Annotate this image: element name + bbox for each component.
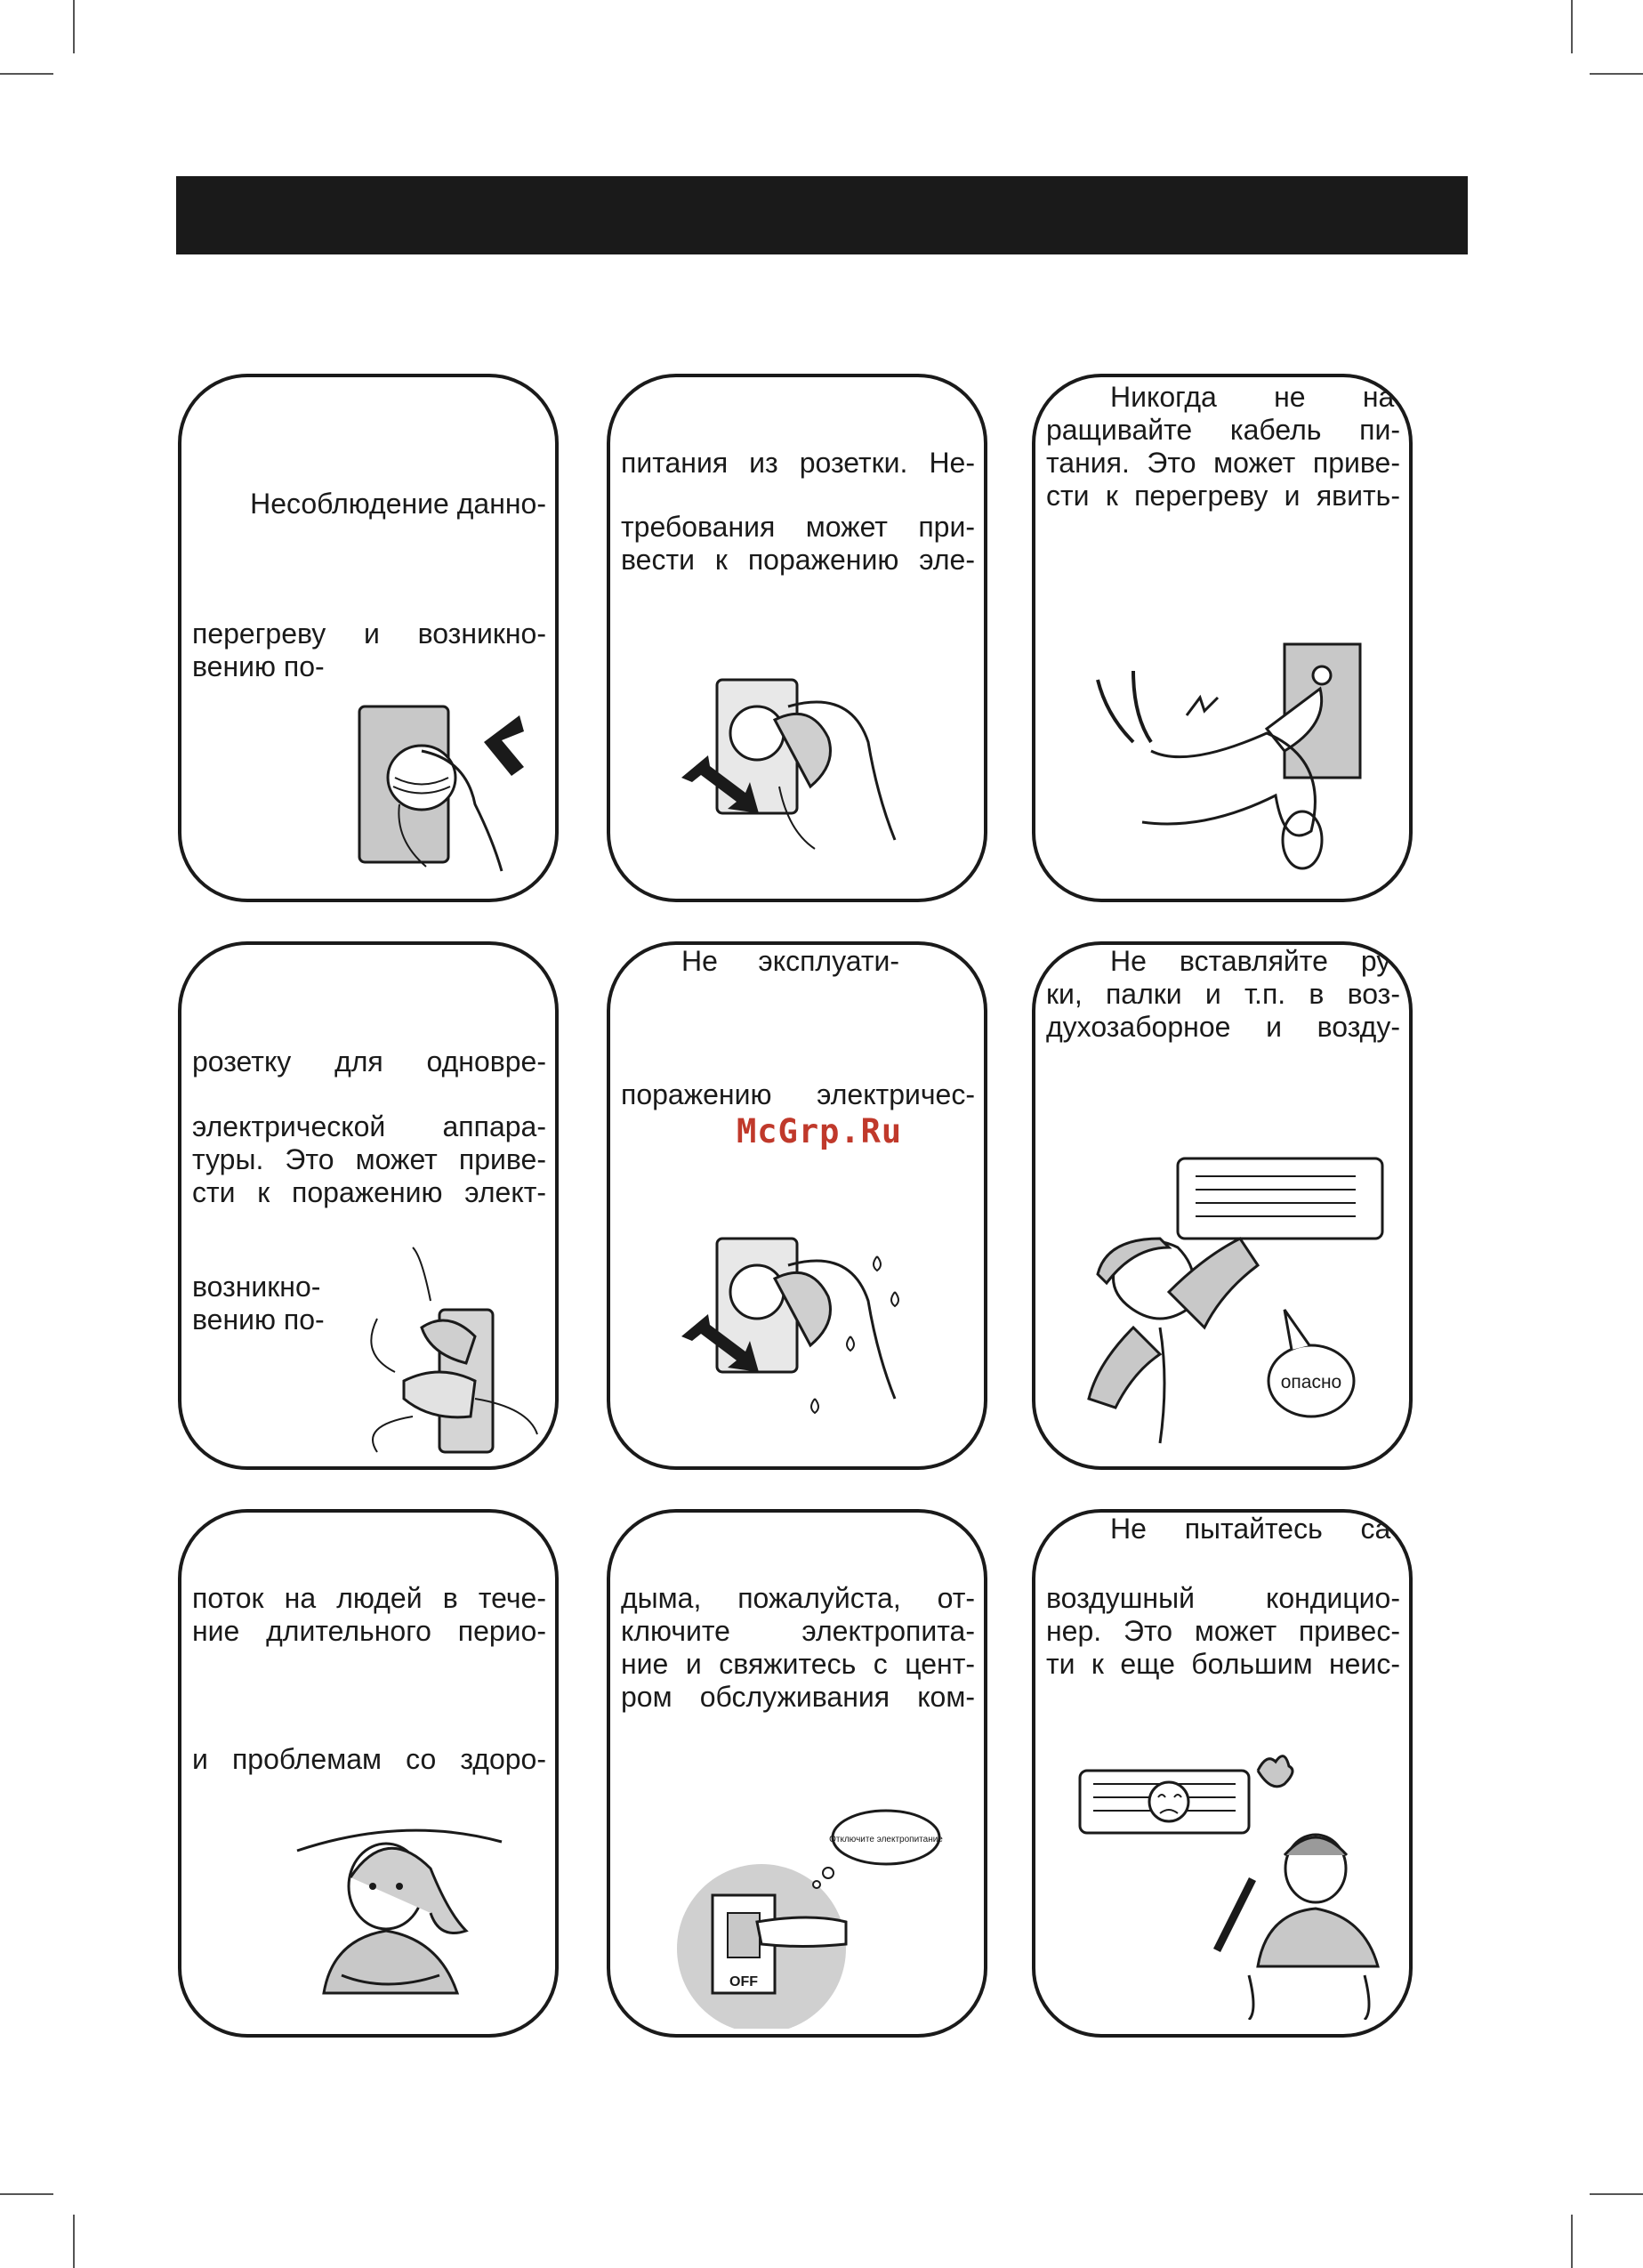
card-text-line: тания. Это может приве-: [1046, 447, 1400, 479]
card-text-line: Не вставляйте ру-: [1110, 945, 1400, 977]
crop-mark: [0, 73, 53, 75]
card-text-line: электрической аппара-: [192, 1110, 546, 1142]
air-conditioner-hand-illustration: [1071, 1150, 1391, 1452]
card-text-line: Никогда не на-: [1110, 381, 1404, 413]
card-text-line: духозаборное и возду-: [1046, 1011, 1400, 1043]
card-text-line: ключите электропита-: [621, 1615, 975, 1647]
power-off-switch-illustration: [664, 1797, 948, 2029]
crop-mark: [1590, 2193, 1643, 2195]
crop-mark: [73, 2215, 75, 2268]
watermark: McGrp.Ru: [737, 1112, 903, 1150]
header-banner: [176, 176, 1468, 254]
warning-card-3: [1032, 374, 1413, 902]
card-text-line: ром обслуживания ком-: [621, 1681, 975, 1713]
warning-card-2: [607, 374, 987, 902]
card-text-line: перегреву и возникно-: [192, 617, 546, 650]
warning-card-9: [1032, 1509, 1413, 2038]
overloaded-socket-illustration: [368, 1239, 546, 1461]
plug-in-socket-illustration: [333, 680, 546, 884]
card-text-line: Не эксплуати-: [681, 945, 899, 977]
card-text-line: ращивайте кабель пи-: [1046, 414, 1400, 446]
card-text-line: воздушный кондицио-: [1046, 1582, 1400, 1614]
card-text-line: ние и свяжитесь с цент-: [621, 1648, 975, 1680]
danger-bubble-text: опасно: [1280, 1372, 1342, 1392]
off-switch-label: OFF: [729, 1974, 758, 1990]
crop-mark: [1571, 2215, 1573, 2268]
card-text-line: нер. Это может привес-: [1046, 1615, 1400, 1647]
card-text-line: вению по-: [192, 650, 325, 682]
warning-card-5: [607, 941, 987, 1470]
card-text-line: питания из розетки. Не-: [621, 447, 975, 479]
card-text-line: дыма, пожалуйста, от-: [621, 1582, 975, 1614]
card-text-line: сти к поражению элект-: [192, 1176, 546, 1208]
card-text-line: Несоблюдение данно-: [250, 488, 546, 520]
card-text-line: поражению электричес-: [621, 1078, 975, 1110]
power-off-bubble-text: Отключите электропитание: [829, 1835, 943, 1844]
wet-hands-socket-illustration: [673, 1221, 939, 1443]
cable-cutter-illustration: [1080, 635, 1382, 876]
crop-mark: [1571, 0, 1573, 53]
card-text-line: ние длительного перио-: [192, 1615, 546, 1647]
card-text-line: вести к поражению эле-: [621, 544, 975, 576]
unplug-hand-illustration: [673, 671, 939, 876]
crop-mark: [0, 2193, 53, 2195]
card-text-line: ки, палки и т.п. в воз-: [1046, 978, 1400, 1010]
crop-mark: [73, 0, 75, 53]
warning-card-4: [178, 941, 559, 1470]
warning-card-1: [178, 374, 559, 902]
card-text-line: розетку для одновре-: [192, 1045, 546, 1078]
card-text-line: возникно-: [192, 1271, 321, 1303]
warning-card-6: [1032, 941, 1413, 1470]
crop-mark: [1590, 73, 1643, 75]
card-text-line: вению по-: [192, 1303, 325, 1336]
card-text-line: Не пытайтесь са-: [1110, 1513, 1400, 1545]
warning-card-7: [178, 1509, 559, 2038]
card-text-line: поток на людей в тече-: [192, 1582, 546, 1614]
warning-card-8: [607, 1509, 987, 2038]
self-repair-technician-illustration: [1071, 1744, 1391, 2020]
card-text-line: и проблемам со здоро-: [192, 1743, 546, 1775]
card-text-line: ти к еще большим неис-: [1046, 1648, 1400, 1680]
card-text-line: сти к перегреву и явить-: [1046, 480, 1400, 512]
cold-woman-illustration: [288, 1815, 511, 2029]
card-text-line: туры. Это может приве-: [192, 1143, 546, 1175]
card-text-line: требования может при-: [621, 511, 975, 543]
